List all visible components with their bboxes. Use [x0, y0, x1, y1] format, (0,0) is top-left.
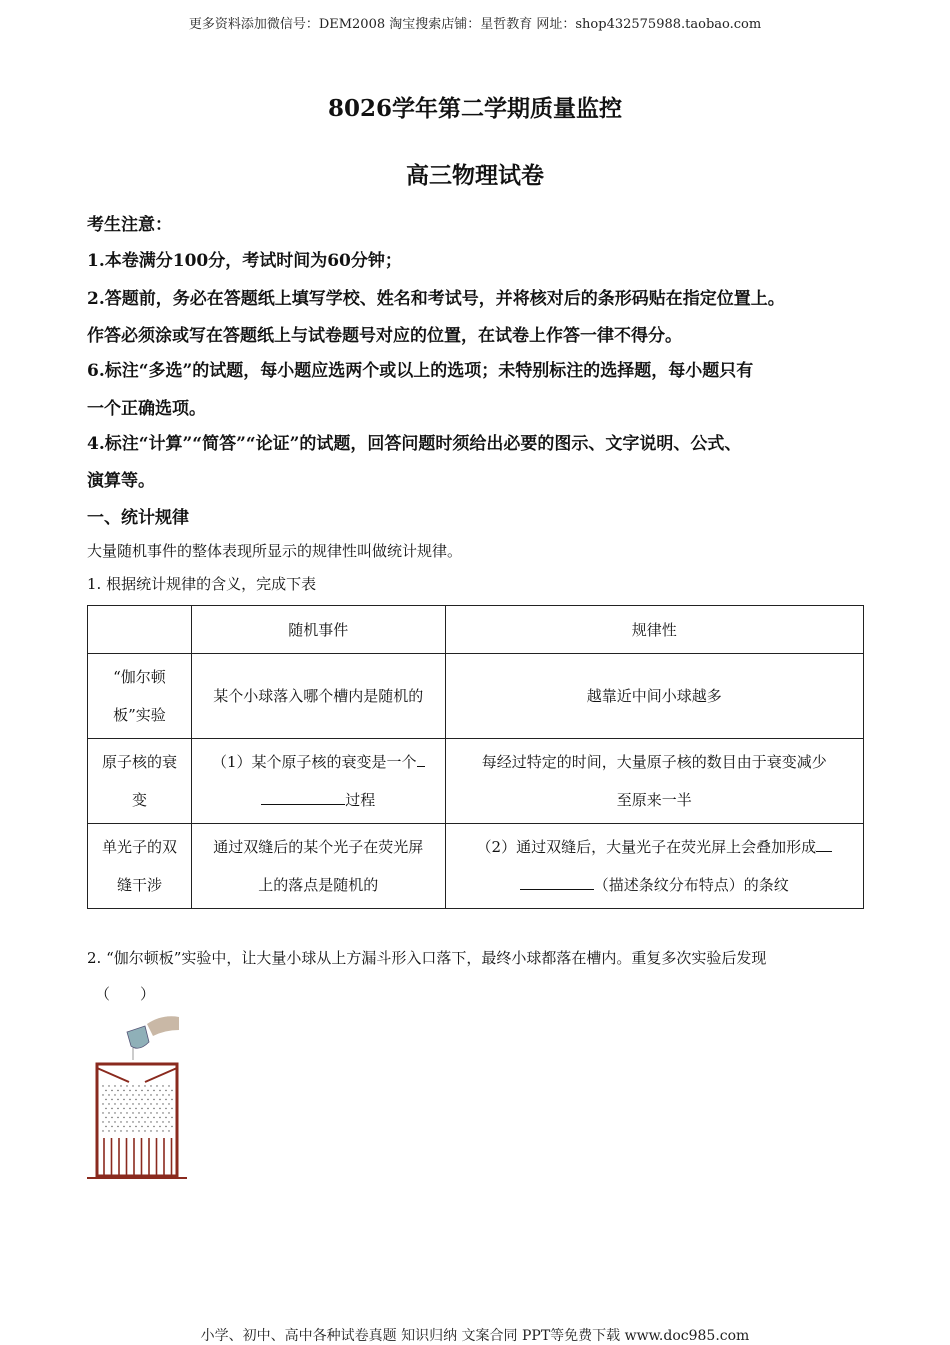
peg-dot — [138, 1103, 139, 1104]
peg-dot — [132, 1103, 133, 1104]
peg-dot — [156, 1094, 157, 1095]
peg-dot — [144, 1094, 145, 1095]
peg-dot — [150, 1085, 151, 1086]
question-2-choice-paren: （ ） — [95, 985, 156, 1003]
peg-dot — [135, 1090, 136, 1091]
peg-dot — [114, 1112, 115, 1113]
notice-item-1: 1.本卷满分100分，考试时间为60分钟； — [87, 251, 402, 271]
peg-dot — [168, 1085, 169, 1086]
peg-dot — [105, 1090, 106, 1091]
peg-dot — [147, 1108, 148, 1109]
cell-line: 板”实验 — [113, 706, 166, 724]
peg-dot — [153, 1126, 154, 1127]
board-slots — [104, 1138, 172, 1176]
peg-dot — [108, 1130, 109, 1131]
peg-dot — [105, 1099, 106, 1100]
peg-dot — [171, 1099, 172, 1100]
table-cell-random: 某个小球落入哪个槽内是随机的 — [191, 654, 445, 739]
peg-dot — [150, 1130, 151, 1131]
peg-dot — [132, 1094, 133, 1095]
peg-dot — [132, 1112, 133, 1113]
peg-dot — [111, 1126, 112, 1127]
cell-line: 原子核的衰 — [101, 753, 177, 771]
table-cell-label — [88, 824, 192, 909]
cell-line: 上的落点是随机的 — [258, 876, 379, 894]
header-note: 更多资料添加微信号：DEM2008 淘宝搜索店铺：星哲教育 网址：shop432575988.taobao.com — [188, 17, 762, 32]
peg-dot — [138, 1094, 139, 1095]
peg-dot — [123, 1117, 124, 1118]
peg-dot — [141, 1126, 142, 1127]
footer-note: 小学、初中、高中各种试卷真题 知识归纳 文案合同 PPT等免费下载 www.doc985.com — [200, 1328, 750, 1344]
notice-item-2a: 2.答题前，务必在答题纸上填写学校、姓名和考试号，并将核对后的条形码贴在指定位置上。 — [87, 289, 785, 309]
peg-dot — [111, 1099, 112, 1100]
peg-dot — [111, 1090, 112, 1091]
peg-dot — [129, 1099, 130, 1100]
peg-dot — [135, 1108, 136, 1109]
peg-dot — [159, 1090, 160, 1091]
peg-dot — [147, 1090, 148, 1091]
peg-dot — [117, 1117, 118, 1118]
peg-dot — [153, 1090, 154, 1091]
exam-subtitle: 高三物理试卷 — [406, 162, 544, 189]
peg-dot — [159, 1117, 160, 1118]
table-cell-rule: 越靠近中间小球越多 — [445, 654, 863, 739]
peg-dot — [165, 1099, 166, 1100]
peg-dot — [114, 1085, 115, 1086]
peg-dot — [156, 1103, 157, 1104]
peg-dot — [114, 1130, 115, 1131]
peg-dot — [171, 1108, 172, 1109]
peg-dot — [111, 1117, 112, 1118]
table-cell-rule — [445, 739, 863, 824]
peg-dot — [144, 1085, 145, 1086]
peg-dot — [147, 1126, 148, 1127]
peg-dot — [105, 1108, 106, 1109]
peg-dot — [141, 1108, 142, 1109]
peg-dot — [102, 1121, 103, 1122]
peg-dot — [156, 1112, 157, 1113]
question-1: 1. 根据统计规律的含义，完成下表 — [87, 575, 317, 593]
peg-dot — [108, 1094, 109, 1095]
notice-item-3b: 一个正确选项。 — [87, 399, 206, 419]
answer-blank-1[interactable] — [261, 784, 345, 805]
peg-dot — [102, 1103, 103, 1104]
exam-title: 8026学年第二学期质量监控 — [327, 95, 622, 122]
table-cell-label — [88, 739, 192, 824]
peg-dot — [171, 1117, 172, 1118]
peg-dot — [153, 1099, 154, 1100]
peg-dot — [150, 1112, 151, 1113]
peg-dot — [150, 1121, 151, 1122]
board-funnel — [97, 1068, 177, 1082]
peg-dot — [123, 1126, 124, 1127]
peg-dot — [108, 1085, 109, 1086]
peg-dot — [120, 1112, 121, 1113]
cell-line: 变 — [131, 791, 147, 809]
galton-board-figure — [87, 1012, 187, 1182]
cell-line: （2）通过双缝后，大量光子在荧光屏上会叠加形成 — [454, 828, 855, 866]
peg-dot — [165, 1117, 166, 1118]
peg-dot — [147, 1099, 148, 1100]
peg-dot — [120, 1094, 121, 1095]
cell-line: 至原来一半 — [616, 791, 692, 809]
peg-dot — [147, 1117, 148, 1118]
peg-dot — [123, 1090, 124, 1091]
peg-dot — [171, 1090, 172, 1091]
peg-dot — [135, 1099, 136, 1100]
peg-dot — [114, 1094, 115, 1095]
peg-dot — [150, 1094, 151, 1095]
peg-dot — [144, 1103, 145, 1104]
cell-line: 每经过特定的时间，大量原子核的数目由于衰变减少 — [481, 753, 827, 771]
cell-line: （描述条纹分布特点）的条纹 — [454, 866, 855, 904]
table-cell-rule — [445, 824, 863, 909]
table-header-row — [88, 606, 864, 654]
peg-dot — [105, 1117, 106, 1118]
peg-dot — [111, 1108, 112, 1109]
board-frame — [97, 1064, 177, 1176]
peg-dot — [168, 1112, 169, 1113]
peg-dot — [102, 1094, 103, 1095]
peg-dot — [153, 1117, 154, 1118]
cell-line: （1）某个原子核的衰变是一个 — [200, 743, 437, 781]
peg-dot — [126, 1121, 127, 1122]
table-cell-random — [191, 739, 445, 824]
cell-line: 过程 — [200, 781, 437, 819]
question-2: 2. “伽尔顿板”实验中，让大量小球从上方漏斗形入口落下，最终小球都落在槽内。重复多次实验后发现 — [87, 949, 767, 967]
notice-heading: 考生注意： — [87, 215, 172, 235]
peg-dot — [162, 1130, 163, 1131]
peg-dot — [126, 1130, 127, 1131]
peg-dot — [144, 1130, 145, 1131]
peg-dot — [132, 1085, 133, 1086]
peg-dot — [138, 1130, 139, 1131]
hand-shape — [147, 1016, 179, 1036]
peg-dot — [168, 1121, 169, 1122]
peg-dot — [117, 1126, 118, 1127]
statistics-table — [87, 605, 864, 909]
notice-item-2b: 作答必须涂或写在答题纸上与试卷题号对应的位置，在试卷上作答一律不得分。 — [87, 326, 682, 346]
answer-blank[interactable] — [816, 831, 832, 852]
peg-dot — [126, 1112, 127, 1113]
peg-dot — [129, 1108, 130, 1109]
peg-dot — [171, 1126, 172, 1127]
peg-dot — [141, 1117, 142, 1118]
notice-item-3a: 6.标注“多选”的试题，每小题应选两个或以上的选项；未特别标注的选择题，每小题只有 — [87, 361, 754, 381]
peg-dot — [132, 1130, 133, 1131]
board-pegs — [102, 1085, 172, 1131]
peg-dot — [117, 1108, 118, 1109]
peg-dot — [135, 1126, 136, 1127]
peg-dot — [156, 1085, 157, 1086]
peg-dot — [138, 1112, 139, 1113]
peg-dot — [108, 1103, 109, 1104]
peg-dot — [123, 1099, 124, 1100]
table-header-cell — [88, 606, 192, 654]
cell-line: 缝干涉 — [116, 876, 162, 894]
table-row — [88, 654, 864, 739]
peg-dot — [153, 1108, 154, 1109]
peg-dot — [162, 1094, 163, 1095]
peg-dot — [117, 1090, 118, 1091]
peg-dot — [141, 1099, 142, 1100]
peg-dot — [114, 1121, 115, 1122]
peg-dot — [102, 1112, 103, 1113]
section-heading: 一、统计规律 — [87, 508, 189, 528]
peg-dot — [162, 1121, 163, 1122]
peg-dot — [165, 1126, 166, 1127]
peg-dot — [135, 1117, 136, 1118]
section-intro: 大量随机事件的整体表现所显示的规律性叫做统计规律。 — [87, 542, 463, 560]
table-header-cell: 随机事件 — [191, 606, 445, 654]
notice-item-4b: 演算等。 — [87, 471, 155, 491]
table-row — [88, 824, 864, 909]
peg-dot — [138, 1121, 139, 1122]
peg-dot — [141, 1090, 142, 1091]
peg-dot — [108, 1121, 109, 1122]
peg-dot — [120, 1130, 121, 1131]
peg-dot — [156, 1121, 157, 1122]
peg-dot — [120, 1085, 121, 1086]
peg-dot — [150, 1103, 151, 1104]
peg-dot — [126, 1103, 127, 1104]
peg-dot — [162, 1103, 163, 1104]
peg-dot — [165, 1108, 166, 1109]
table-row — [88, 739, 864, 824]
peg-dot — [162, 1085, 163, 1086]
notice-item-4a: 4.标注“计算”“简答”“论证”的试题，回答问题时须给出必要的图示、文字说明、公式、 — [87, 434, 742, 454]
table-cell-random — [191, 824, 445, 909]
cell-line: 单光子的双 — [101, 838, 177, 856]
peg-dot — [159, 1126, 160, 1127]
peg-dot — [156, 1130, 157, 1131]
table-header-cell: 规律性 — [445, 606, 863, 654]
peg-dot — [129, 1126, 130, 1127]
peg-dot — [102, 1085, 103, 1086]
peg-dot — [117, 1099, 118, 1100]
peg-dot — [162, 1112, 163, 1113]
peg-dot — [159, 1108, 160, 1109]
peg-dot — [168, 1130, 169, 1131]
peg-dot — [120, 1121, 121, 1122]
cell-line: “伽尔顿 — [113, 668, 166, 686]
peg-dot — [120, 1103, 121, 1104]
peg-dot — [114, 1103, 115, 1104]
peg-dot — [168, 1094, 169, 1095]
peg-dot — [165, 1090, 166, 1091]
peg-dot — [105, 1126, 106, 1127]
peg-dot — [108, 1112, 109, 1113]
peg-dot — [129, 1090, 130, 1091]
answer-blank-2[interactable] — [520, 869, 594, 890]
peg-dot — [126, 1094, 127, 1095]
cell-line: 通过双缝后的某个光子在荧光屏 — [213, 838, 424, 856]
peg-dot — [144, 1121, 145, 1122]
peg-dot — [123, 1108, 124, 1109]
peg-dot — [126, 1085, 127, 1086]
answer-blank[interactable] — [417, 746, 425, 767]
peg-dot — [159, 1099, 160, 1100]
table-cell-label — [88, 654, 192, 739]
peg-dot — [102, 1130, 103, 1131]
peg-dot — [144, 1112, 145, 1113]
peg-dot — [132, 1121, 133, 1122]
peg-dot — [168, 1103, 169, 1104]
peg-dot — [138, 1085, 139, 1086]
peg-dot — [129, 1117, 130, 1118]
cup-shape — [127, 1026, 149, 1048]
